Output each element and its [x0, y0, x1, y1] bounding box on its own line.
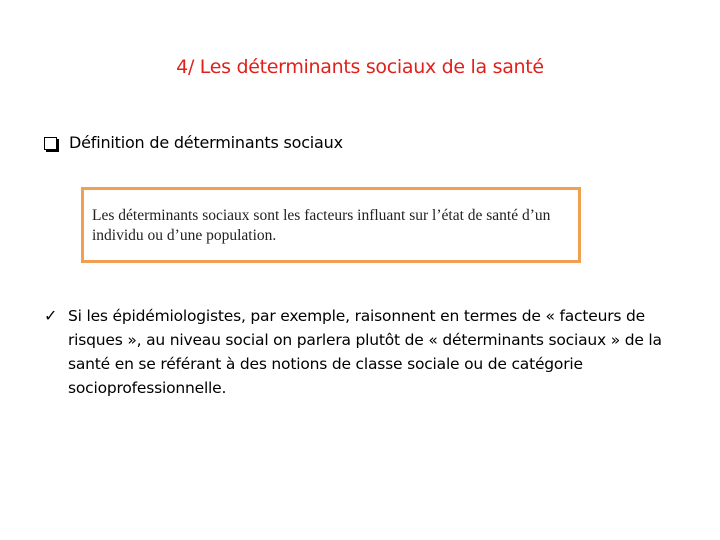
definition-text: Les déterminants sociaux sont les facteurs influant sur l’état de santé d’un individu ou d’une population.: [92, 207, 551, 244]
square-bullet-icon: [44, 137, 57, 150]
definition-box: [81, 187, 581, 263]
checkmark-icon: ✓: [44, 306, 58, 325]
slide-title: 4/ Les déterminants sociaux de la santé: [176, 56, 544, 78]
bullet-heading-text: Définition de déterminants sociaux: [69, 133, 343, 152]
check-item-text: Si les épidémiologistes, par exemple, raisonnent en termes de « facteurs de risques », au niveau social on parlera plutôt de « déterminants sociaux » de la santé en se référant à des notions de classe sociale ou de catégorie socioprofessionnelle.: [68, 307, 662, 397]
bullet-heading: [44, 133, 343, 152]
check-list-item: [44, 304, 684, 400]
